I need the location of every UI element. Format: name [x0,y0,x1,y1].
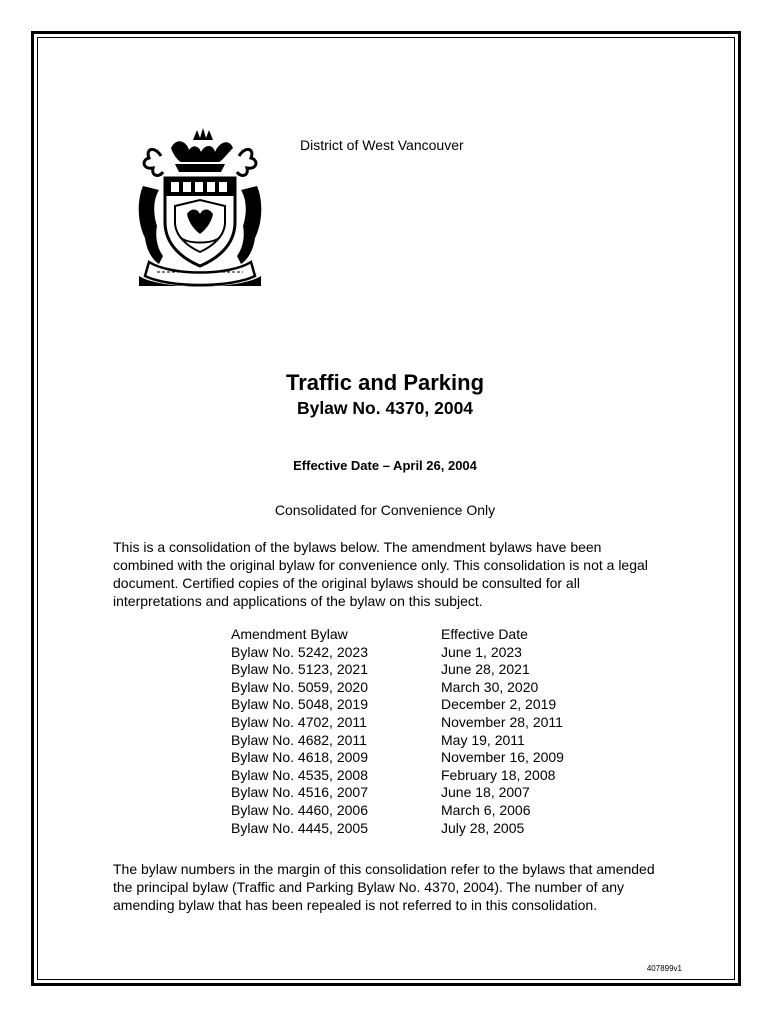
amendment-date: May 19, 2011 [441,731,525,748]
amendment-bylaw: Bylaw No. 4702, 2011 [231,713,367,730]
bylaw-number: Bylaw No. 4370, 2004 [296,398,474,418]
table-row [231,696,564,714]
table-row [231,767,564,785]
organization-name: District of West Vancouver [300,137,464,153]
table-row [231,661,564,679]
consolidation-note: Consolidated for Convenience Only [274,502,496,518]
table-row [231,644,564,662]
amendment-bylaw: Bylaw No. 5123, 2021 [231,661,368,678]
amendment-bylaw: Bylaw No. 4618, 2009 [231,749,368,766]
table-row [231,784,564,802]
column-header-effective-date: Effective Date [441,626,528,642]
table-row [231,679,564,697]
amendment-date: February 18, 2008 [441,766,556,783]
table-row [231,802,564,820]
table-header-row [231,626,564,644]
amendment-date: March 30, 2020 [441,678,539,695]
closing-paragraph: The bylaw numbers in the margin of this consolidation refer to the bylaws that amended the principal bylaw (Traffic and Parking Bylaw No. 4370, 2004). The number of any amending bylaw that has been repealed is not referred to in this consolidation. [113,861,655,913]
table-row [231,820,564,838]
amendment-date: June 28, 2021 [441,661,530,678]
amendment-bylaw: Bylaw No. 4682, 2011 [231,731,367,748]
amendment-bylaw: Bylaw No. 4535, 2008 [231,766,368,783]
amendment-date: March 6, 2006 [441,801,531,818]
amendment-date: November 16, 2009 [441,749,564,766]
document-reference: 407899v1 [646,964,682,973]
amendment-date: July 28, 2005 [441,819,525,836]
table-row [231,749,564,767]
table-row [231,714,564,732]
amendment-bylaw: Bylaw No. 5242, 2023 [231,643,368,660]
document-title: Traffic and Parking [285,370,485,395]
column-header-amendment-bylaw: Amendment Bylaw [231,626,348,642]
amendment-bylaw: Bylaw No. 5048, 2019 [231,696,368,713]
amendment-date: June 1, 2023 [441,643,522,660]
coat-of-arms-icon [131,126,269,290]
effective-date: Effective Date – April 26, 2004 [293,458,477,473]
table-row [231,732,564,750]
amendments-table [231,626,564,837]
amendment-bylaw: Bylaw No. 4516, 2007 [231,784,368,801]
amendment-date: December 2, 2019 [441,696,557,713]
intro-paragraph: This is a consolidation of the bylaws below. The amendment bylaws have been combined with the original bylaw for convenience only. This consolidation is not a legal document. Certified copies of the original bylaws should be consulted for all interpretations and applications of the bylaw on this subject. [113,539,648,609]
amendment-date: June 18, 2007 [441,784,530,801]
amendment-bylaw: Bylaw No. 5059, 2020 [231,678,368,695]
amendment-bylaw: Bylaw No. 4445, 2005 [231,819,368,836]
amendment-date: November 28, 2011 [441,713,563,730]
amendment-bylaw: Bylaw No. 4460, 2006 [231,801,368,818]
